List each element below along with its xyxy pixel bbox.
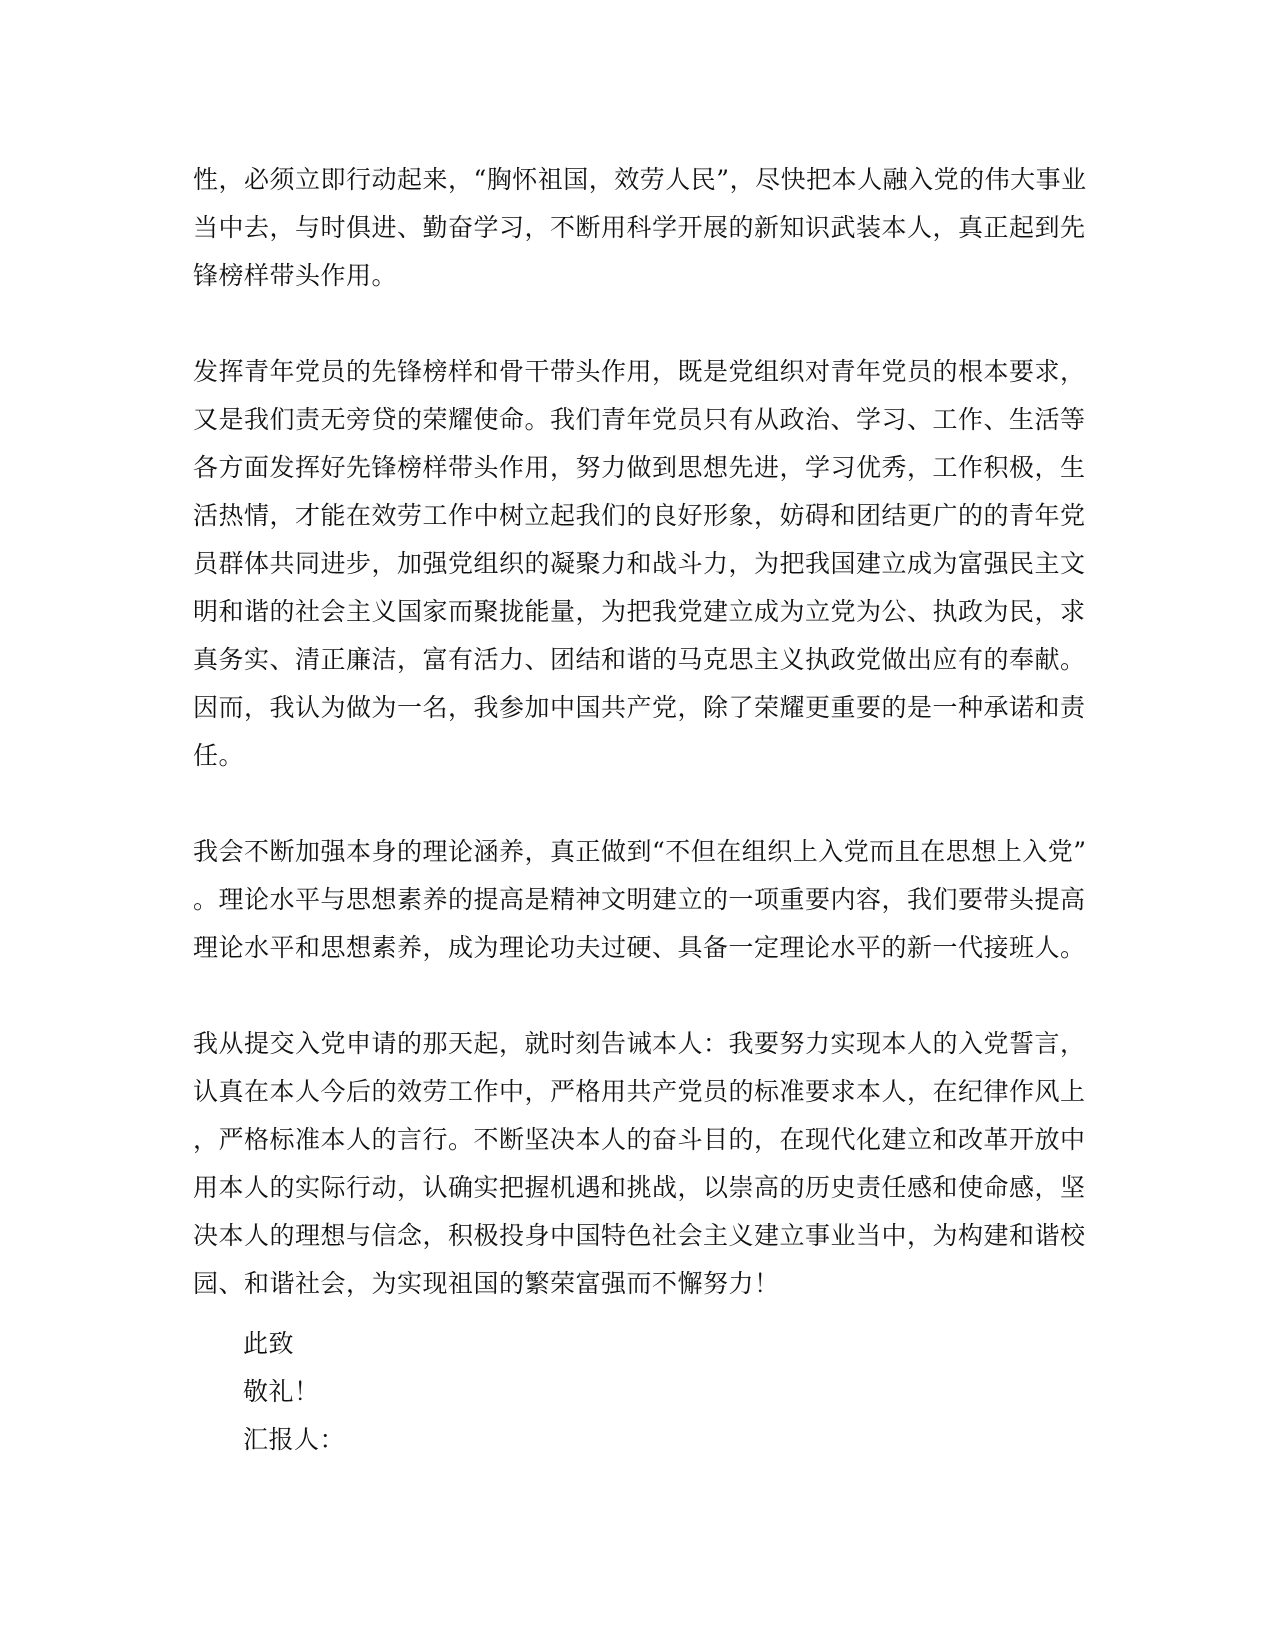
- paragraph-line: 明和谐的社会主义国家而聚拢能量，为把我党建立成为立党为公、执政为民，求: [193, 597, 1086, 626]
- letter-closing: [243, 1320, 345, 1464]
- paragraph-line: 各方面发挥好先锋榜样带头作用，努力做到思想先进，学习优秀，工作积极，生: [193, 453, 1086, 482]
- paragraph-1: [193, 156, 1087, 300]
- paragraph-line: 发挥青年党员的先锋榜样和骨干带头作用，既是党组织对青年党员的根本要求，: [193, 357, 1086, 386]
- paragraph-4: [193, 1020, 1086, 1308]
- paragraph-line: 决本人的理想与信念，积极投身中国特色社会主义建立事业当中，为构建和谐校: [193, 1221, 1086, 1250]
- paragraph-spacer: [193, 300, 1073, 348]
- paragraph-line: 认真在本人今后的效劳工作中，严格用共产党员的标准要求本人，在纪律作风上: [193, 1077, 1086, 1106]
- paragraph-line: 园、和谐社会，为实现祖国的繁荣富强而不懈努力！: [193, 1269, 780, 1298]
- paragraph-spacer: [193, 780, 1073, 828]
- paragraph-line: 员群体共同进步，加强党组织的凝聚力和战斗力，为把我国建立成为富强民主文: [193, 549, 1086, 578]
- paragraph-line: 理论水平和思想素养，成为理论功夫过硬、具备一定理论水平的新一代接班人。: [193, 933, 1086, 962]
- paragraph-3: [193, 828, 1087, 972]
- paragraph-line: 锋榜样带头作用。: [193, 261, 398, 290]
- paragraph-line: ，严格标准本人的言行。不断坚决本人的奋斗目的，在现代化建立和改革开放中: [193, 1125, 1086, 1154]
- paragraph-line: 用本人的实际行动，认确实把握机遇和挑战，以崇高的历史责任感和使命感，坚: [193, 1173, 1086, 1202]
- paragraph-spacer: [193, 972, 1073, 1020]
- paragraph-line: 任。: [193, 741, 245, 770]
- paragraph-line: 性，必须立即行动起来，“胸怀祖国，效劳人民”，尽快把本人融入党的伟大事业: [193, 165, 1087, 194]
- reporter-label: 汇报人：: [243, 1425, 346, 1454]
- closing-salutation: 此致: [243, 1329, 295, 1358]
- paragraph-line: 当中去，与时俱进、勤奋学习，不断用科学开展的新知识武装本人，真正起到先: [193, 213, 1086, 242]
- paragraph-line: 。理论水平与思想素养的提高是精神文明建立的一项重要内容，我们要带头提高: [193, 885, 1086, 914]
- document-body: [193, 156, 1087, 1308]
- paragraph-line: 我从提交入党申请的那天起，就时刻告诫本人：我要努力实现本人的入党誓言，: [193, 1029, 1086, 1058]
- paragraph-line: 真务实、清正廉洁，富有活力、团结和谐的马克思主义执政党做出应有的奉献。: [193, 645, 1086, 674]
- paragraph-2: [193, 348, 1086, 780]
- paragraph-line: 又是我们责无旁贷的荣耀使命。我们青年党员只有从政治、学习、工作、生活等: [193, 405, 1086, 434]
- paragraph-line: 活热情，才能在效劳工作中树立起我们的良好形象，妨碍和团结更广的的青年党: [193, 501, 1086, 530]
- closing-regards: 敬礼！: [243, 1377, 320, 1406]
- paragraph-line: 我会不断加强本身的理论涵养，真正做到“不但在组织上入党而且在思想上入党”: [193, 837, 1087, 866]
- paragraph-line: 因而，我认为做为一名，我参加中国共产党，除了荣耀更重要的是一种承诺和责: [193, 693, 1086, 722]
